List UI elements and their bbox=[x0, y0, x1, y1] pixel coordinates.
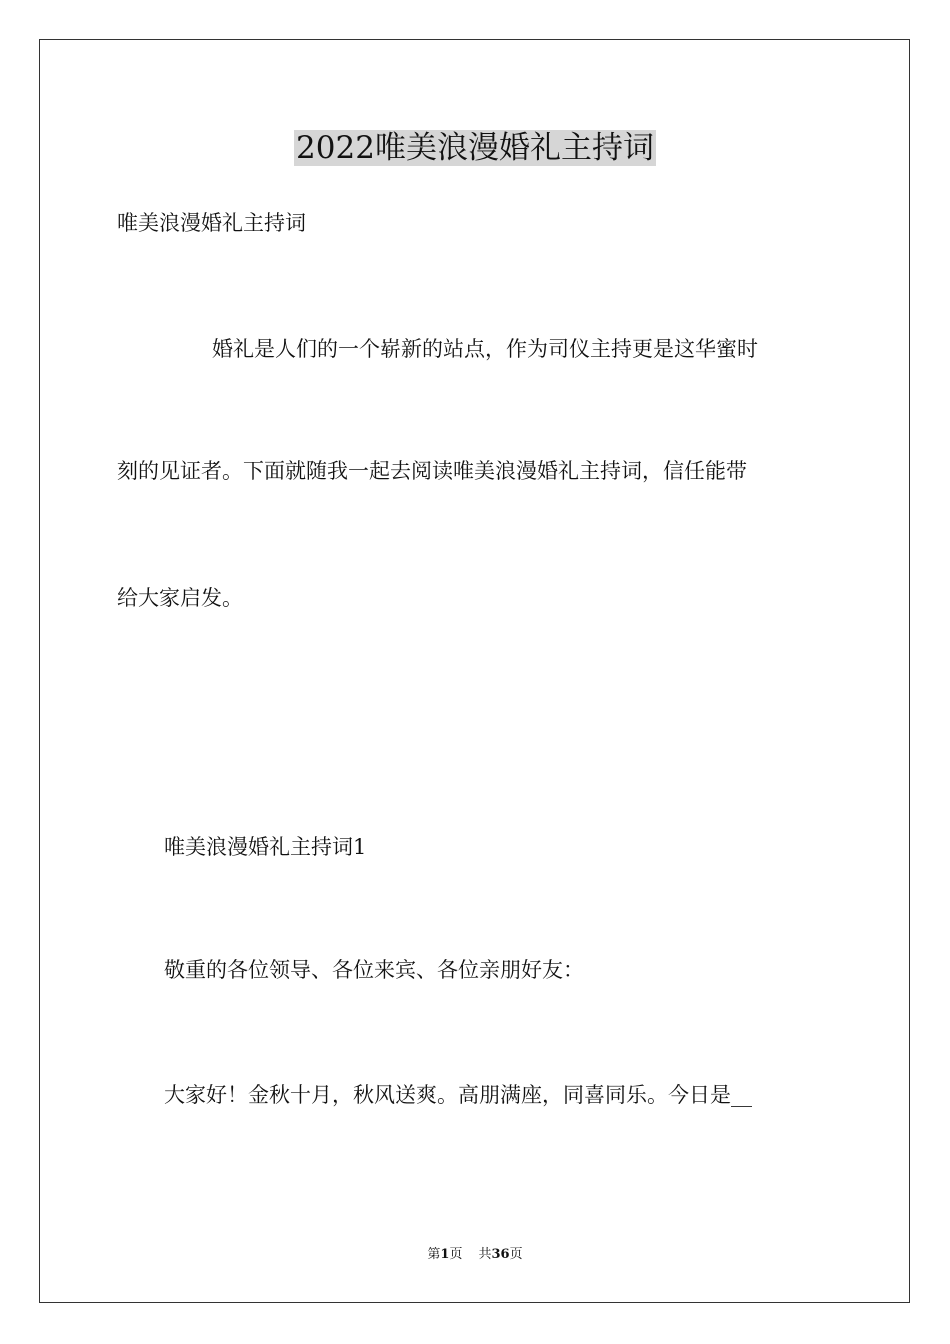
section-heading: 唯美浪漫婚礼主持词1 bbox=[164, 835, 367, 859]
footer-total-suffix: 页 bbox=[509, 1247, 523, 1262]
page-footer bbox=[0, 1246, 950, 1264]
intro-line-3: 给大家启发。 bbox=[117, 586, 243, 610]
footer-page-number: 1 bbox=[440, 1247, 450, 1262]
document-subtitle: 唯美浪漫婚礼主持词 bbox=[117, 211, 306, 235]
footer-page-prefix: 第 bbox=[427, 1247, 441, 1262]
document-title bbox=[0, 126, 950, 170]
intro-line-1: 婚礼是人们的一个崭新的站点，作为司仪主持更是这华蜜时 bbox=[212, 337, 758, 361]
footer-page-suffix: 页 bbox=[449, 1247, 463, 1262]
intro-line-2: 刻的见证者。下面就随我一起去阅读唯美浪漫婚礼主持词，信任能带 bbox=[117, 459, 747, 483]
footer-total-prefix: 共 bbox=[478, 1247, 492, 1262]
footer-total-pages: 36 bbox=[491, 1247, 510, 1262]
document-title-text: 2022唯美浪漫婚礼主持词 bbox=[296, 130, 654, 166]
body-line-1: 敬重的各位领导、各位来宾、各位亲朋好友： bbox=[164, 958, 584, 982]
body-line-2: 大家好！金秋十月，秋风送爽。高朋满座，同喜同乐。今日是__ bbox=[164, 1083, 752, 1107]
